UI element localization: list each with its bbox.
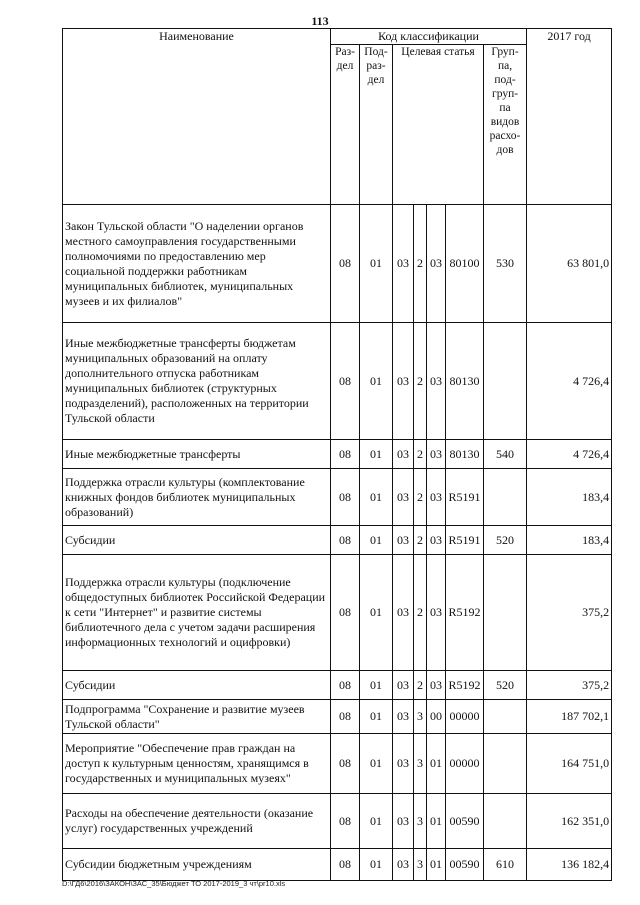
table-row bbox=[63, 794, 612, 849]
row-name: Субсидии bbox=[63, 671, 331, 700]
row-target-program: 03 bbox=[393, 734, 414, 794]
row-target-direction: 00590 bbox=[446, 849, 484, 881]
row-vid bbox=[484, 700, 527, 734]
row-amount: 375,2 bbox=[527, 671, 612, 700]
row-target-event: 03 bbox=[427, 440, 446, 469]
row-name: Расходы на обеспечение деятельности (оказание услуг) государственных учреждений bbox=[63, 794, 331, 849]
row-target-event: 03 bbox=[427, 555, 446, 671]
row-podrazdel: 01 bbox=[360, 734, 393, 794]
table-row bbox=[63, 700, 612, 734]
row-target-direction: R5191 bbox=[446, 469, 484, 526]
row-target-program: 03 bbox=[393, 700, 414, 734]
header-subsection bbox=[360, 45, 393, 205]
row-amount: 375,2 bbox=[527, 555, 612, 671]
row-target-subprogram: 3 bbox=[414, 794, 427, 849]
row-vid: 520 bbox=[484, 526, 527, 555]
row-vid: 520 bbox=[484, 671, 527, 700]
row-podrazdel: 01 bbox=[360, 205, 393, 323]
row-target-event: 01 bbox=[427, 849, 446, 881]
row-target-direction: 00000 bbox=[446, 700, 484, 734]
row-amount: 136 182,4 bbox=[527, 849, 612, 881]
header-section-label: Раз- дел bbox=[335, 46, 355, 72]
row-amount: 183,4 bbox=[527, 526, 612, 555]
row-name: Подпрограмма "Сохранение и развитие музеев Тульской области" bbox=[63, 700, 331, 734]
row-podrazdel: 01 bbox=[360, 700, 393, 734]
row-target-direction: 80100 bbox=[446, 205, 484, 323]
row-target-program: 03 bbox=[393, 671, 414, 700]
row-target-direction: R5191 bbox=[446, 526, 484, 555]
table-row bbox=[63, 526, 612, 555]
header-target: Целевая статья bbox=[393, 45, 484, 205]
table-header bbox=[63, 29, 612, 205]
row-razdel: 08 bbox=[331, 700, 360, 734]
row-podrazdel: 01 bbox=[360, 323, 393, 440]
row-razdel: 08 bbox=[331, 794, 360, 849]
row-target-subprogram: 3 bbox=[414, 849, 427, 881]
row-amount: 63 801,0 bbox=[527, 205, 612, 323]
table-row bbox=[63, 734, 612, 794]
row-target-event: 03 bbox=[427, 671, 446, 700]
row-target-program: 03 bbox=[393, 469, 414, 526]
row-razdel: 08 bbox=[331, 469, 360, 526]
row-razdel: 08 bbox=[331, 734, 360, 794]
row-vid: 530 bbox=[484, 205, 527, 323]
row-target-direction: R5192 bbox=[446, 555, 484, 671]
row-vid: 610 bbox=[484, 849, 527, 881]
row-target-program: 03 bbox=[393, 555, 414, 671]
header-name: Наименование bbox=[63, 29, 331, 205]
row-amount: 4 726,4 bbox=[527, 323, 612, 440]
table-row bbox=[63, 323, 612, 440]
row-amount: 4 726,4 bbox=[527, 440, 612, 469]
page-number: 113 bbox=[311, 14, 329, 28]
budget-table bbox=[62, 28, 612, 881]
row-podrazdel: 01 bbox=[360, 440, 393, 469]
row-target-program: 03 bbox=[393, 323, 414, 440]
row-target-subprogram: 2 bbox=[414, 323, 427, 440]
row-vid: 540 bbox=[484, 440, 527, 469]
row-podrazdel: 01 bbox=[360, 555, 393, 671]
table-row bbox=[63, 205, 612, 323]
row-target-direction: 80130 bbox=[446, 323, 484, 440]
footer-file-path: D:\ГД6\2016\ЗАКОН\ЗАС_35\Бюджет ТО 2017-2019_3 чт\pr10.xls bbox=[62, 879, 286, 888]
row-razdel: 08 bbox=[331, 671, 360, 700]
row-podrazdel: 01 bbox=[360, 794, 393, 849]
row-target-direction: 80130 bbox=[446, 440, 484, 469]
row-name: Иные межбюджетные трансферты bbox=[63, 440, 331, 469]
row-razdel: 08 bbox=[331, 205, 360, 323]
row-target-event: 03 bbox=[427, 323, 446, 440]
row-vid bbox=[484, 734, 527, 794]
row-target-subprogram: 2 bbox=[414, 555, 427, 671]
row-name: Закон Тульской области "О наделении органов местного самоуправления государственными полномочиями по предоставлению мер социальной поддержки работникам муниципальных библиотек, муниципальных музеев и их филиалов" bbox=[63, 205, 331, 323]
row-razdel: 08 bbox=[331, 555, 360, 671]
row-target-program: 03 bbox=[393, 794, 414, 849]
row-vid bbox=[484, 469, 527, 526]
table-row bbox=[63, 671, 612, 700]
table-row bbox=[63, 469, 612, 526]
row-target-program: 03 bbox=[393, 440, 414, 469]
table-row bbox=[63, 849, 612, 881]
row-amount: 187 702,1 bbox=[527, 700, 612, 734]
table-row bbox=[63, 440, 612, 469]
row-podrazdel: 01 bbox=[360, 849, 393, 881]
row-name: Поддержка отрасли культуры (подключение общедоступных библиотек Российской Федерации к сети "Интернет" и развитие системы библиотечного дела с учетом задачи расширения информационных технологий и оцифровки) bbox=[63, 555, 331, 671]
header-subsection-label: Под- раз- дел bbox=[364, 46, 388, 86]
row-target-event: 03 bbox=[427, 205, 446, 323]
row-target-direction: R5192 bbox=[446, 671, 484, 700]
row-target-event: 03 bbox=[427, 469, 446, 526]
table-row bbox=[63, 555, 612, 671]
header-classification: Код классификации bbox=[331, 29, 527, 45]
row-name: Субсидии bbox=[63, 526, 331, 555]
row-target-event: 01 bbox=[427, 794, 446, 849]
row-vid bbox=[484, 323, 527, 440]
row-amount: 164 751,0 bbox=[527, 734, 612, 794]
row-podrazdel: 01 bbox=[360, 671, 393, 700]
row-target-direction: 00000 bbox=[446, 734, 484, 794]
row-amount: 183,4 bbox=[527, 469, 612, 526]
row-name: Мероприятие "Обеспечение прав граждан на доступ к культурным ценностям, хранящимся в государственных и муниципальных музеях" bbox=[63, 734, 331, 794]
header-group bbox=[484, 45, 527, 205]
row-razdel: 08 bbox=[331, 440, 360, 469]
row-razdel: 08 bbox=[331, 849, 360, 881]
row-target-program: 03 bbox=[393, 526, 414, 555]
row-target-event: 01 bbox=[427, 734, 446, 794]
row-target-subprogram: 2 bbox=[414, 469, 427, 526]
row-target-program: 03 bbox=[393, 849, 414, 881]
row-name: Иные межбюджетные трансферты бюджетам муниципальных образований на оплату дополнительного отпуска работникам муниципальных библиотек (структурных подразделений), расположенных на территории Тульской области bbox=[63, 323, 331, 440]
row-target-event: 03 bbox=[427, 526, 446, 555]
row-target-subprogram: 2 bbox=[414, 671, 427, 700]
row-podrazdel: 01 bbox=[360, 526, 393, 555]
row-target-subprogram: 3 bbox=[414, 700, 427, 734]
row-name: Субсидии бюджетным учреждениям bbox=[63, 849, 331, 881]
header-group-label: Груп- па, под- груп- па видов расхо- дов bbox=[489, 46, 521, 156]
row-target-subprogram: 2 bbox=[414, 526, 427, 555]
row-razdel: 08 bbox=[331, 323, 360, 440]
row-vid bbox=[484, 794, 527, 849]
row-vid bbox=[484, 555, 527, 671]
row-podrazdel: 01 bbox=[360, 469, 393, 526]
row-target-direction: 00590 bbox=[446, 794, 484, 849]
row-amount: 162 351,0 bbox=[527, 794, 612, 849]
row-target-program: 03 bbox=[393, 205, 414, 323]
row-razdel: 08 bbox=[331, 526, 360, 555]
row-target-subprogram: 2 bbox=[414, 440, 427, 469]
row-target-subprogram: 3 bbox=[414, 734, 427, 794]
row-target-subprogram: 2 bbox=[414, 205, 427, 323]
header-year: 2017 год bbox=[527, 29, 612, 205]
row-target-event: 00 bbox=[427, 700, 446, 734]
header-section bbox=[331, 45, 360, 205]
row-name: Поддержка отрасли культуры (комплектование книжных фондов библиотек муниципальных образований) bbox=[63, 469, 331, 526]
